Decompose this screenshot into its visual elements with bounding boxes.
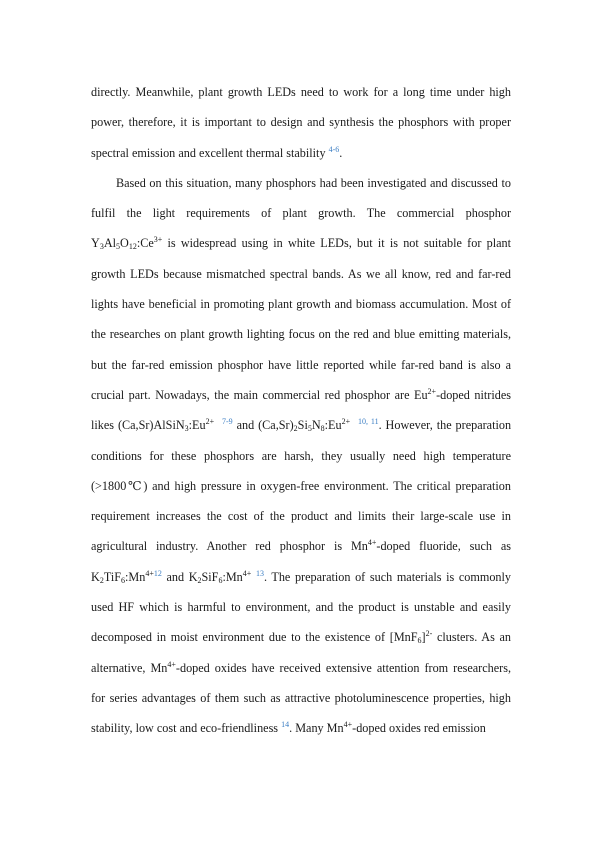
subscript: 6 — [218, 575, 223, 585]
text-run: . The preparation of such materials is commonly used HF which is harmful to environment, and the product is unstable and easily decomposed in moist environment due to the existence of [MnF — [91, 569, 512, 645]
text-run: -doped oxides have received extensive attention from researchers, for series advantages of them such as attractive photoluminescence properties, high stability, low cost and eco-friendliness — [91, 660, 512, 736]
text-run: -doped nitrides likes (Ca,Sr)AlSiN — [91, 387, 511, 433]
text-run: :Eu — [188, 418, 206, 433]
superscript: 4+ — [145, 568, 154, 578]
text-run: -doped oxides red emission — [352, 721, 486, 736]
text-run: and (Ca,Sr) — [232, 418, 294, 433]
citation-12[interactable]: 12 — [153, 568, 162, 578]
text-run: and K — [161, 569, 198, 584]
paragraph-1-end: . — [339, 145, 343, 160]
paragraph-2 — [91, 168, 511, 744]
citation-14[interactable]: 14 — [281, 720, 290, 730]
citation-7-9[interactable]: 7-9 — [221, 417, 233, 427]
text-run: :Ce — [136, 236, 154, 251]
body-text — [91, 77, 511, 744]
superscript: 4+ — [343, 720, 353, 730]
citation-13[interactable]: 13 — [255, 568, 264, 578]
subscript: 6 — [417, 636, 422, 646]
paragraph-1 — [91, 77, 511, 168]
text-run: SiF — [201, 569, 219, 584]
superscript: 2+ — [427, 386, 437, 396]
text-run: . However, the preparation conditions for these phosphors are harsh, they usually need high temperature (>1800℃) and high pressure in oxygen-free environment. The critical preparation requirement increases the cost of the product and limits their large-scale use in agricultural industry. Another red phosphor is Mn — [91, 418, 512, 554]
text-run: TiF — [103, 569, 121, 584]
text-run: is widespread using in white LEDs, but it is not suitable for plant growth LEDs because mismatched spectral bands. As we all know, red and far-red lights have beneficial in promoting plant growth and biomass accumulation. Most of the researches on plant growth lighting focus on the red and blue emitting materials, but the far-red emission phosphor have little reported while far-red band is also a crucial part. Nowadays, the main commercial red phosphor are Eu — [91, 236, 511, 402]
text-run: ] — [421, 630, 426, 645]
citation-4-6[interactable]: 4-6 — [328, 144, 340, 154]
subscript: 2 — [197, 575, 202, 585]
subscript: 5 — [116, 242, 120, 252]
text-run: Si — [297, 418, 308, 433]
subscript: 12 — [128, 242, 137, 252]
subscript: 2 — [99, 575, 104, 585]
superscript: 3+ — [153, 235, 163, 245]
citation-10-11[interactable]: 10, 11 — [357, 417, 379, 427]
text-run: Al — [103, 236, 116, 251]
superscript: 2- — [425, 629, 433, 639]
superscript: 4+ — [242, 568, 252, 578]
subscript: 5 — [307, 424, 312, 434]
text-run: :Mn — [222, 569, 243, 584]
superscript: 4+ — [367, 538, 377, 548]
text-run: clusters. As an alternative, Mn — [91, 630, 512, 675]
text-run: O — [120, 236, 129, 251]
subscript: 6 — [121, 575, 125, 585]
text-run: :Eu — [324, 418, 342, 433]
subscript: 8 — [320, 424, 325, 434]
paragraph-1-text: directly. Meanwhile, plant growth LEDs need to work for a long time under high power, therefore, it is important to design and synthesis the phosphors with proper spectral emission and excellent thermal stability — [91, 85, 511, 160]
subscript: 2 — [293, 424, 298, 434]
text-run: -doped fluoride, such as K — [91, 539, 511, 584]
superscript: 4+ — [167, 659, 176, 669]
subscript: 3 — [99, 242, 104, 252]
text-run: Based on this situation, many phosphors had been investigated and discussed to fulfil the light requirements of plant growth. The commercial phosphor Y — [91, 175, 511, 251]
text-run: :Mn — [125, 569, 146, 584]
superscript: 2+ — [205, 417, 215, 427]
text-run: . Many Mn — [289, 721, 344, 736]
superscript: 2+ — [341, 417, 351, 427]
text-run: N — [311, 418, 321, 433]
subscript: 3 — [184, 424, 189, 434]
